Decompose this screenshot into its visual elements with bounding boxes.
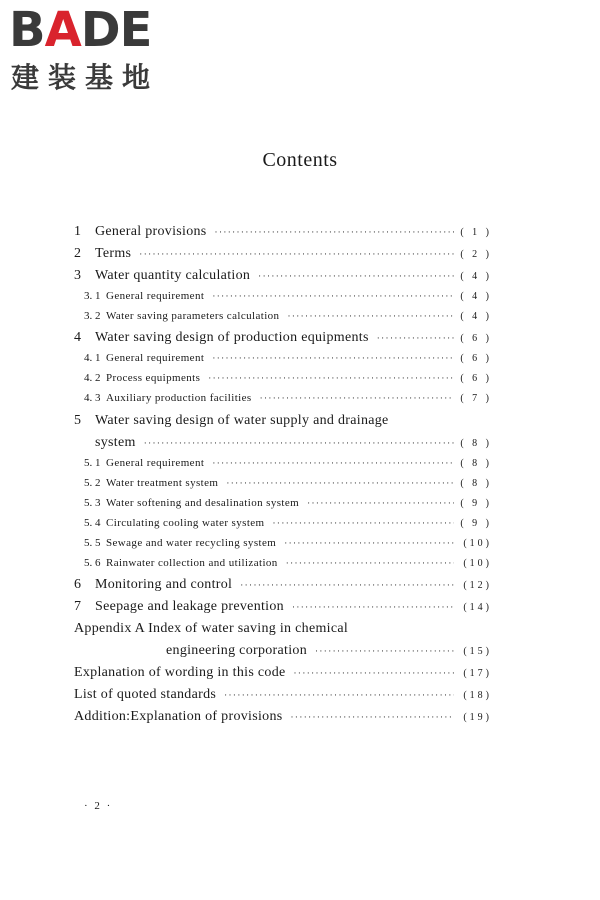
toc-entry[interactable] (74, 352, 492, 364)
toc-entry[interactable] (74, 290, 492, 302)
dot-leader (307, 498, 454, 508)
toc-entry[interactable] (74, 577, 492, 593)
toc-page-ref: ( 8 ) (460, 478, 492, 489)
toc-page-ref: (10) (463, 538, 492, 549)
toc-page-ref: (15) (463, 646, 492, 657)
toc-entry-text: Sewage and water recycling system (106, 537, 277, 549)
toc-entry-text: General provisions (95, 224, 207, 239)
dot-leader (260, 393, 454, 403)
toc-entry-number: 5. 4 (84, 517, 101, 529)
toc-page-ref: ( 2 ) (460, 249, 492, 260)
toc-entry[interactable] (74, 665, 492, 681)
toc-entry[interactable] (74, 392, 492, 404)
toc-entry-text: Water saving design of water supply and drainage (95, 413, 389, 428)
toc-page-ref: ( 4 ) (460, 271, 492, 282)
dot-leader (377, 333, 454, 343)
page-title: Contents (262, 149, 338, 171)
toc-entry-text: Monitoring and control (95, 577, 233, 592)
toc-entry-number: 4. 1 (84, 352, 101, 364)
toc-entry-text: Water saving design of production equipments (95, 330, 369, 345)
toc-entry-text: General requirement (106, 352, 205, 364)
toc-page-ref: ( 9 ) (460, 518, 492, 529)
toc-entry[interactable] (74, 310, 492, 322)
toc-page-ref: (10) (463, 558, 492, 569)
toc-entry[interactable] (74, 557, 492, 569)
toc-entry-number: 5 (74, 413, 82, 428)
toc-entry-number: 4. 2 (84, 372, 101, 384)
toc-entry-text: Rainwater collection and utilization (106, 557, 278, 569)
dot-leader (287, 311, 454, 321)
toc-entry-text: Seepage and leakage prevention (95, 599, 284, 614)
dot-leader (212, 353, 454, 363)
toc-entry-number: 5. 2 (84, 477, 101, 489)
dot-leader (208, 373, 454, 383)
toc-entry-text: Circulating cooling water system (106, 517, 265, 529)
dot-leader (240, 580, 454, 590)
toc-entry[interactable] (74, 497, 492, 509)
toc-entry-text: Water treatment system (106, 477, 219, 489)
toc-entry[interactable] (74, 246, 492, 262)
toc-entry-number: 6 (74, 577, 81, 592)
page-number: · 2 · (84, 800, 113, 812)
toc-entry-text: Water saving parameters calculation (106, 310, 280, 322)
toc-entry-number: 4 (74, 330, 81, 345)
toc-entry-number: 5. 5 (84, 537, 101, 549)
toc-entry[interactable] (74, 599, 492, 615)
bade-logo (9, 4, 174, 94)
toc-page-ref: ( 8 ) (460, 438, 492, 449)
dot-leader (286, 558, 454, 568)
dot-leader (315, 646, 454, 656)
toc-entry-line (74, 413, 492, 429)
toc-page-ref: (14) (463, 602, 492, 613)
toc-entry-continuation: system (95, 435, 136, 450)
toc-entry-line (74, 621, 492, 637)
toc-entry-number: 5. 3 (84, 497, 101, 509)
toc-page-ref: ( 6 ) (460, 373, 492, 384)
toc-entry-continuation: engineering corporation (166, 643, 308, 658)
dot-leader (212, 458, 454, 468)
toc-entry[interactable] (74, 517, 492, 529)
toc-entry-number: 3. 2 (84, 310, 101, 322)
toc-page-ref: ( 1 ) (460, 227, 492, 238)
toc-entry[interactable] (74, 268, 492, 284)
toc-page-ref: (12) (463, 580, 492, 591)
toc-entry-number: 1 (74, 224, 81, 239)
toc-page-ref: ( 9 ) (460, 498, 492, 509)
toc-entry[interactable] (74, 372, 492, 384)
dot-leader (224, 690, 454, 700)
toc-entry[interactable] (74, 687, 492, 703)
toc-entry[interactable] (74, 537, 492, 549)
toc-page-ref: (17) (463, 668, 492, 679)
dot-leader (215, 227, 454, 237)
toc-entry-text: Water softening and desalination system (106, 497, 300, 509)
dot-leader (258, 271, 454, 281)
toc-entry-number: 5. 1 (84, 457, 101, 469)
dot-leader (292, 602, 454, 612)
dot-leader (284, 538, 454, 548)
toc-entry[interactable] (74, 330, 492, 346)
dot-leader (226, 478, 454, 488)
toc-entry-number: 2 (74, 246, 81, 261)
logo-wordmark: BADE (9, 2, 152, 58)
toc-page-ref: ( 4 ) (460, 291, 492, 302)
toc-entry-text: Explanation of wording in this code (74, 665, 286, 680)
toc-entry-number: 5. 6 (84, 557, 101, 569)
toc-entry[interactable] (74, 435, 492, 451)
toc-entry[interactable] (74, 709, 492, 725)
toc-entry-text: Appendix A Index of water saving in chemical (74, 621, 349, 636)
toc-entry-text: General requirement (106, 290, 205, 302)
dot-leader (273, 518, 454, 528)
logo-subtitle: 建装基地 (11, 61, 160, 94)
toc-entry-text: List of quoted standards (74, 687, 217, 702)
toc-entry-text: General requirement (106, 457, 205, 469)
dot-leader (212, 291, 454, 301)
toc-page-ref: ( 4 ) (460, 311, 492, 322)
toc-entry-text: Terms (95, 246, 132, 261)
toc-entry-number: 4. 3 (84, 392, 101, 404)
toc-entry-number: 3. 1 (84, 290, 101, 302)
toc-entry-number: 3 (74, 268, 81, 283)
dot-leader (139, 249, 454, 259)
toc-entry[interactable] (74, 477, 492, 489)
toc-page-ref: (18) (463, 690, 492, 701)
toc-page-ref: ( 7 ) (460, 393, 492, 404)
toc-entry[interactable] (74, 224, 492, 240)
toc-entry[interactable] (74, 457, 492, 469)
toc-entry-text: Process equipments (106, 372, 201, 384)
dot-leader (291, 712, 454, 722)
toc-page-ref: ( 6 ) (460, 333, 492, 344)
toc-page-ref: ( 8 ) (460, 458, 492, 469)
dot-leader (294, 668, 454, 678)
toc-entry-text: Auxiliary production facilities (106, 392, 252, 404)
toc-page-ref: (19) (463, 712, 492, 723)
toc-entry-text: Addition:Explanation of provisions (74, 709, 283, 724)
toc-page-ref: ( 6 ) (460, 353, 492, 364)
toc-entry-number: 7 (74, 599, 81, 614)
toc-entry-text: Water quantity calculation (95, 268, 251, 283)
dot-leader (144, 438, 454, 448)
toc-entry[interactable] (74, 643, 492, 659)
